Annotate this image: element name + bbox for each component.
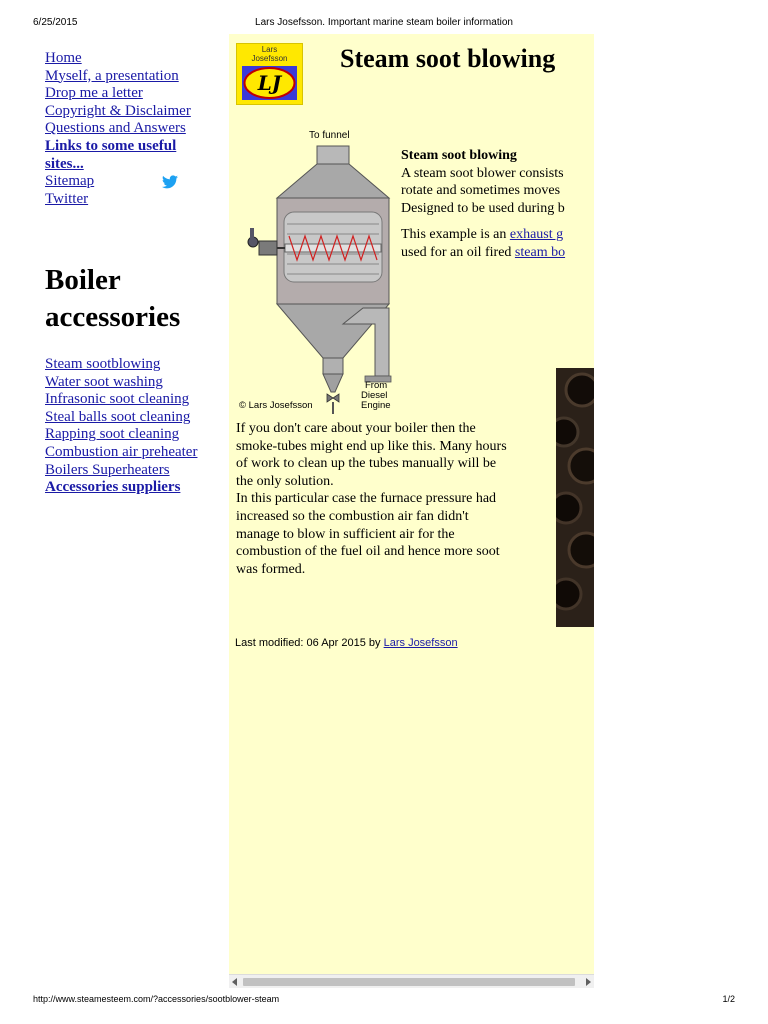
accessory-link-infrasonic[interactable]: Infrasonic soot cleaning <box>45 391 190 408</box>
accessory-link-suppliers[interactable]: Accessories suppliers <box>45 479 181 496</box>
print-header <box>0 17 768 31</box>
print-date: 6/25/2015 <box>33 17 78 28</box>
horizontal-scrollbar[interactable] <box>229 974 594 988</box>
intro-line-3: Designed to be used during b <box>401 200 565 216</box>
site-nav <box>45 50 225 208</box>
accessory-link-steam-sootblowing[interactable]: Steam sootblowing <box>45 356 161 372</box>
author-link[interactable]: Lars Josefsson <box>383 637 458 649</box>
diagram-label-from: From <box>365 380 388 391</box>
nav-myself-link[interactable]: Myself, a presentation <box>45 67 179 84</box>
body-line: In this particular case the furnace pressure had <box>236 491 497 507</box>
page-title: Steam soot blowing <box>340 44 556 73</box>
scrollbar-thumb[interactable] <box>243 978 575 986</box>
main-content <box>229 34 594 988</box>
logo-name <box>237 45 302 63</box>
print-footer <box>0 994 768 1008</box>
body-line: was formed. <box>236 561 306 577</box>
intro-example-prefix: This example is an <box>401 227 510 243</box>
sooted-tubes-photo <box>556 368 594 627</box>
body-line: combustion of the fuel oil and hence more soot <box>236 544 500 560</box>
diagram-label-to-funnel: To funnel <box>309 130 350 141</box>
steam-boiler-link[interactable]: steam bo <box>514 244 566 260</box>
soot-blower-diagram <box>237 126 409 414</box>
logo-monogram: LJ <box>257 71 282 95</box>
intro-heading: Steam soot blowing <box>401 148 517 163</box>
section-title: Boiler accessories <box>45 264 181 333</box>
scroll-right-arrow-icon[interactable] <box>586 978 591 986</box>
intro-text <box>401 147 594 262</box>
print-url: http://www.steamesteem.com/?accessories/sootblower-steam <box>33 994 280 1004</box>
body-line: smoke-tubes might end up like this. Many hours <box>236 438 507 454</box>
last-modified <box>235 637 458 649</box>
logo-name-line2: Josefsson <box>251 54 288 63</box>
body-paragraph <box>236 420 551 578</box>
nav-copyright-link[interactable]: Copyright & Disclaimer <box>45 102 191 119</box>
intro-oil-prefix: used for an oil fired <box>401 244 515 260</box>
diagram-copyright: © Lars Josefsson <box>239 400 313 411</box>
exhaust-gas-link[interactable]: exhaust g <box>509 227 564 243</box>
nav-sitemap-link[interactable]: Sitemap <box>45 173 95 190</box>
nav-links-link[interactable]: Links to some useful sites... <box>45 137 177 172</box>
scroll-left-arrow-icon[interactable] <box>232 978 237 986</box>
intro-line-2: rotate and sometimes moves <box>401 183 561 199</box>
diagram-label-diesel: Diesel <box>361 390 388 401</box>
accessory-link-air-preheater[interactable]: Combustion air preheater <box>45 443 198 460</box>
intro-example-line <box>401 226 594 244</box>
accessory-link-water-soot-washing[interactable]: Water soot washing <box>45 373 163 390</box>
last-modified-text: Last modified: 06 Apr 2015 by <box>235 637 384 649</box>
lj-monogram-icon <box>242 66 297 100</box>
nav-questions-link[interactable]: Questions and Answers <box>45 120 186 137</box>
body-line: If you don't care about your boiler then the <box>236 421 476 436</box>
print-page-number: 1/2 <box>722 994 735 1004</box>
accessory-link-steel-balls[interactable]: Steal balls soot cleaning <box>45 408 191 425</box>
body-line: manage to blow in sufficient air for the <box>236 526 455 542</box>
intro-oil-line <box>401 244 594 262</box>
accessories-nav <box>45 356 225 497</box>
nav-letter-link[interactable]: Drop me a letter <box>45 85 143 102</box>
nav-twitter-link[interactable]: Twitter <box>45 190 89 207</box>
site-logo[interactable] <box>236 43 303 105</box>
accessory-link-rapping[interactable]: Rapping soot cleaning <box>45 426 180 443</box>
body-line: the only solution. <box>236 473 334 489</box>
body-line: increased so the combustion air fan didn't <box>236 508 469 524</box>
print-title: Lars Josefsson. Important marine steam boiler information <box>255 17 513 28</box>
logo-name-line1: Lars <box>261 45 278 54</box>
twitter-bird-icon[interactable] <box>162 175 178 189</box>
accessory-link-superheaters[interactable]: Boilers Superheaters <box>45 461 170 478</box>
body-line: of work to clean up the tubes manually will be <box>236 456 497 472</box>
diagram-label-engine: Engine <box>361 400 391 411</box>
intro-line-1: A steam soot blower consists <box>401 165 564 181</box>
nav-home-link[interactable]: Home <box>45 50 82 66</box>
